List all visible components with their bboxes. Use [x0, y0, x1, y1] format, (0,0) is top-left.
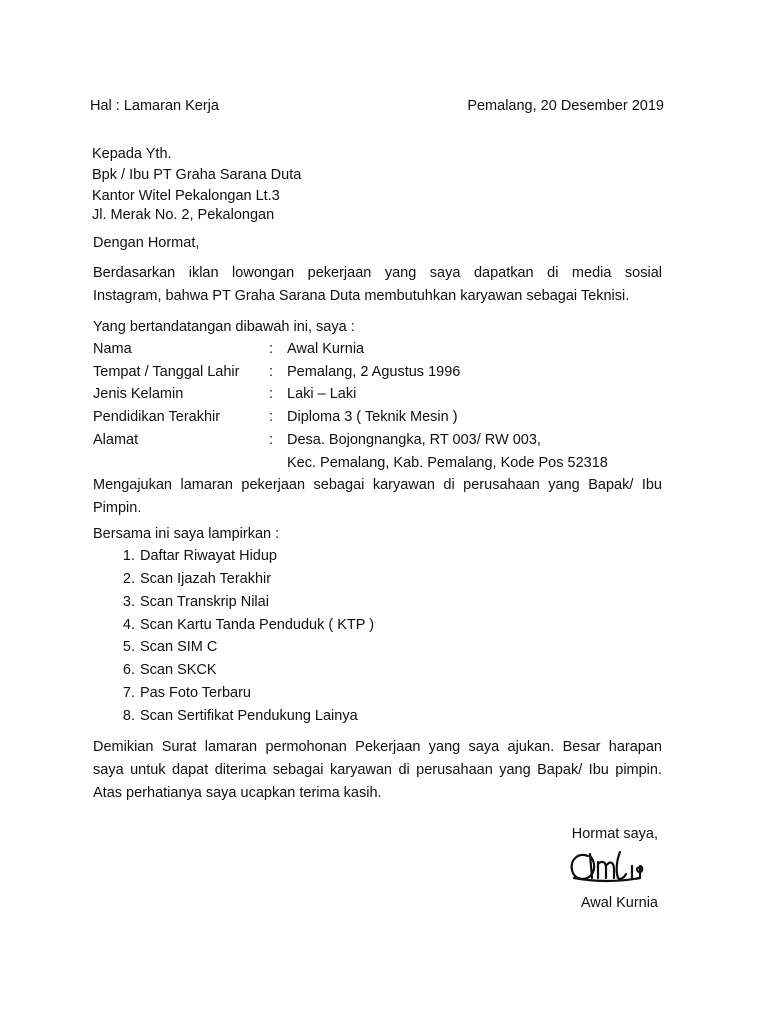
- field-label-address: Alamat: [93, 432, 139, 448]
- field-value-gender: Laki – Laki: [287, 386, 357, 402]
- list-item-number: 6.: [122, 662, 135, 678]
- list-item: Daftar Riwayat Hidup: [140, 548, 277, 564]
- application-line-2: Pimpin.: [93, 500, 142, 516]
- field-label-education: Pendidikan Terakhir: [93, 409, 221, 425]
- field-value-name: Awal Kurnia: [287, 341, 365, 357]
- field-colon: :: [269, 386, 274, 402]
- recipient-line-3: Kantor Witel Pekalongan Lt.3: [92, 188, 280, 204]
- field-label-gender: Jenis Kelamin: [93, 386, 184, 402]
- field-colon: :: [269, 409, 274, 425]
- list-item: Scan Kartu Tanda Penduduk ( KTP ): [140, 617, 375, 633]
- field-value-birth: Pemalang, 2 Agustus 1996: [287, 364, 461, 380]
- list-item-number: 5.: [122, 639, 135, 655]
- greeting: Dengan Hormat,: [93, 235, 200, 251]
- field-label-birth: Tempat / Tanggal Lahir: [93, 364, 240, 380]
- closing-line-1: Demikian Surat lamaran permohonan Pekerjaan yang saya ajukan. Besar harapan: [93, 739, 662, 755]
- list-item: Pas Foto Terbaru: [140, 685, 251, 701]
- recipient-line-2: Bpk / Ibu PT Graha Sarana Duta: [92, 167, 302, 183]
- intro-line-1: Berdasarkan iklan lowongan pekerjaan yang saya dapatkan di media sosial: [93, 265, 662, 281]
- field-colon: :: [269, 364, 274, 380]
- salutation: Hormat saya,: [571, 826, 658, 842]
- field-value-education: Diploma 3 ( Teknik Mesin ): [287, 409, 458, 425]
- closing-line-2: saya untuk dapat diterima sebagai karyawan di perusahaan yang Bapak/ Ibu pimpin.: [93, 762, 662, 778]
- list-item: Scan SIM C: [140, 639, 218, 655]
- attachments-heading: Bersama ini saya lampirkan :: [93, 526, 280, 542]
- field-colon: :: [269, 432, 274, 448]
- list-item-number: 7.: [122, 685, 135, 701]
- identity-heading: Yang bertandatangan dibawah ini, saya :: [93, 319, 355, 335]
- field-value-address: Desa. Bojongnangka, RT 003/ RW 003,: [287, 432, 541, 448]
- field-colon: :: [269, 341, 274, 357]
- list-item-number: 3.: [122, 594, 135, 610]
- signer-name: Awal Kurnia: [580, 895, 658, 911]
- list-item-number: 4.: [122, 617, 135, 633]
- field-value-address-line-2: Kec. Pemalang, Kab. Pemalang, Kode Pos 52318: [287, 455, 608, 471]
- field-label-name: Nama: [93, 341, 132, 357]
- list-item: Scan Ijazah Terakhir: [140, 571, 272, 587]
- subject-line: Hal : Lamaran Kerja: [90, 98, 219, 114]
- application-line-1: Mengajukan lamaran pekerjaan sebagai karyawan di perusahaan yang Bapak/ Ibu: [93, 477, 662, 493]
- list-item: Scan Transkrip Nilai: [140, 594, 269, 610]
- closing-line-3: Atas perhatianya saya ucapkan terima kasih.: [93, 785, 382, 801]
- list-item-number: 1.: [122, 548, 135, 564]
- intro-line-2: Instagram, bahwa PT Graha Sarana Duta membutuhkan karyawan sebagai Teknisi.: [93, 288, 630, 304]
- list-item: Scan Sertifikat Pendukung Lainya: [140, 708, 358, 724]
- list-item-number: 2.: [122, 571, 135, 587]
- recipient-line-1: Kepada Yth.: [92, 146, 172, 162]
- signature-icon: [566, 848, 656, 890]
- recipient-line-4: Jl. Merak No. 2, Pekalongan: [92, 207, 275, 223]
- place-date: Pemalang, 20 Desember 2019: [467, 98, 664, 114]
- list-item-number: 8.: [122, 708, 135, 724]
- list-item: Scan SKCK: [140, 662, 217, 678]
